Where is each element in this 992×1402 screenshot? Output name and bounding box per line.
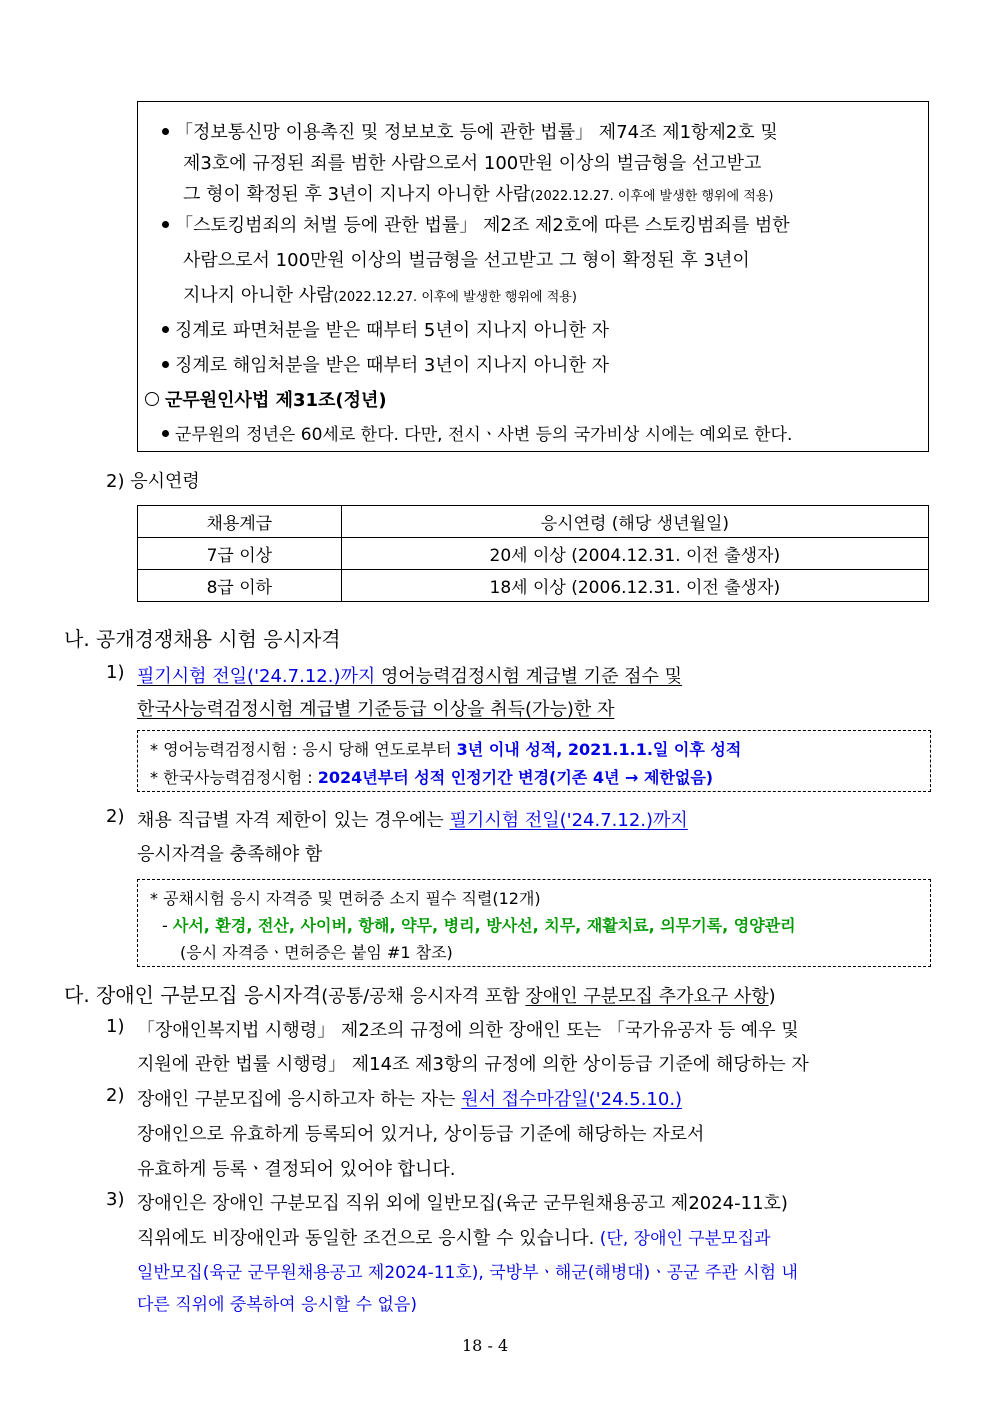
da-item-2-line-3: 유효하게 등록ㆍ결정되어 있어야 합니다. — [137, 1159, 456, 1180]
bullet-item-3: 징계로 파면처분을 받은 때부터 5년이 지나지 아니한 자 — [162, 316, 609, 342]
bullet-item-1-line-2: 제3호에 규정된 죄를 범한 사람으로서 100만원 이상의 벌금형을 선고받고 — [183, 153, 762, 174]
bullet-item-2-line-1: 「스토킹범죄의 처벌 등에 관한 법률」 제2조 제2호에 따른 스토킹범죄를 범한 — [162, 211, 790, 237]
bullet-icon — [162, 430, 169, 437]
bullet-item-1-line-1: 「정보통신망 이용촉진 및 정보보호 등에 관한 법률」 제74조 제1항제2호 및 — [162, 118, 778, 144]
na-item-2-number: 2) — [106, 806, 125, 827]
section-da-title: 다. 장애인 구분모집 응시자격(공통/공채 응시자격 포함 장애인 구분모집 추가요구 사항) — [64, 983, 776, 1007]
na-item-1-line-1: 필기시험 전일('24.7.12.)까지 영어능력검정시험 계급별 기준 점수 및 — [137, 666, 683, 687]
table-cell: 8급 이하 — [138, 570, 342, 602]
da-item-2-number: 2) — [106, 1085, 125, 1106]
bullet-icon — [162, 326, 169, 333]
na-item-2-line-2: 응시자격을 충족해야 함 — [137, 844, 323, 865]
na-item-1-number: 1) — [106, 662, 125, 683]
da-item-2-line-2: 장애인으로 유효하게 등록되어 있거나, 상이등급 기준에 해당하는 자로서 — [137, 1124, 705, 1145]
table-cell: 20세 이상 (2004.12.31. 이전 출생자) — [341, 538, 928, 570]
na-note-1-line-1: * 영어능력검정시험 : 응시 당해 연도로부터 3년 이내 성적, 2021.1.1.일 이후 성적 — [150, 740, 742, 759]
na-note-2-line-2: - 사서, 환경, 전산, 사이버, 항해, 약무, 병리, 방사선, 치무, 재활치료, 의무기록, 영양관리 — [162, 916, 796, 935]
retirement-section-title: 군무원인사법 제31조(정년) — [145, 386, 387, 412]
da-item-1-line-1: 「장애인복지법 시행령」 제2조의 규정에 의한 장애인 또는 「국가유공자 등 예우 및 — [137, 1020, 799, 1041]
section-na-title: 나. 공개경쟁채용 시험 응시자격 — [64, 627, 341, 651]
bullet-icon — [162, 128, 169, 135]
page-number: 18 - 4 — [462, 1336, 509, 1355]
bullet-item-4: 징계로 해임처분을 받은 때부터 3년이 지나지 아니한 자 — [162, 351, 609, 377]
da-item-3-line-3: 일반모집(육군 군무원채용공고 제2024-11호), 국방부ㆍ해군(해병대)ㆍ공군 주관 시험 내 — [137, 1263, 798, 1283]
na-item-1-line-2: 한국사능력검정시험 계급별 기준등급 이상을 취득(가능)한 자 — [137, 699, 615, 720]
table-row — [138, 570, 929, 602]
table-header-cell: 응시연령 (해당 생년월일) — [341, 506, 928, 538]
bullet-item-2-note: (2022.12.27. 이후에 발생한 행위에 적용) — [333, 290, 577, 305]
da-item-2-line-1: 장애인 구분모집에 응시하고자 하는 자는 원서 접수마감일('24.5.10.) — [137, 1089, 683, 1110]
circle-bullet-icon — [145, 392, 159, 406]
da-item-3-line-2: 직위에도 비장애인과 동일한 조건으로 응시할 수 있습니다. (단, 장애인 구분모집과 — [137, 1228, 771, 1249]
bullet-item-2-line-2: 사람으로서 100만원 이상의 벌금형을 선고받고 그 형이 확정된 후 3년이 — [183, 250, 750, 271]
table-cell: 18세 이상 (2006.12.31. 이전 출생자) — [341, 570, 928, 602]
da-item-3-number: 3) — [106, 1189, 125, 1210]
table-row — [138, 538, 929, 570]
bullet-item-1-line-3: 그 형이 확정된 후 3년이 지나지 아니한 사람(2022.12.27. 이후에 발생한 행위에 적용) — [183, 184, 774, 205]
na-note-1-line-2: * 한국사능력검정시험 : 2024년부터 성적 인정기간 변경(기존 4년 → 제한없음) — [150, 768, 714, 787]
da-item-1-number: 1) — [106, 1016, 125, 1037]
na-note-2-line-1: * 공채시험 응시 자격증 및 면허증 소지 필수 직렬(12개) — [150, 889, 541, 908]
da-item-1-line-2: 지원에 관한 법률 시행령」 제14조 제3항의 규정에 의한 상이등급 기준에 해당하는 자 — [137, 1054, 809, 1075]
table-header-row — [138, 506, 929, 538]
table-cell: 7급 이상 — [138, 538, 342, 570]
na-note-2-line-3: (응시 자격증ㆍ면허증은 붙임 #1 참조) — [180, 943, 453, 962]
bullet-item-2-line-3: 지나지 아니한 사람(2022.12.27. 이후에 발생한 행위에 적용) — [183, 285, 577, 306]
retirement-text: 군무원의 정년은 60세로 한다. 다만, 전시ㆍ사변 등의 국가비상 시에는 예외로 한다. — [162, 420, 792, 445]
table-header-cell: 채용계급 — [138, 506, 342, 538]
da-item-3-line-1: 장애인은 장애인 구분모집 직위 외에 일반모집(육군 군무원채용공고 제2024-11호) — [137, 1193, 788, 1214]
age-section-title: 2) 응시연령 — [106, 471, 200, 492]
bullet-item-1-note: (2022.12.27. 이후에 발생한 행위에 적용) — [530, 189, 774, 204]
na-item-2-line-1: 채용 직급별 자격 제한이 있는 경우에는 필기시험 전일('24.7.12.)까지 — [137, 810, 688, 831]
bullet-icon — [162, 221, 169, 228]
age-table — [137, 505, 929, 602]
da-item-3-line-4: 다른 직위에 중복하여 응시할 수 없음) — [137, 1295, 417, 1315]
bullet-icon — [162, 361, 169, 368]
